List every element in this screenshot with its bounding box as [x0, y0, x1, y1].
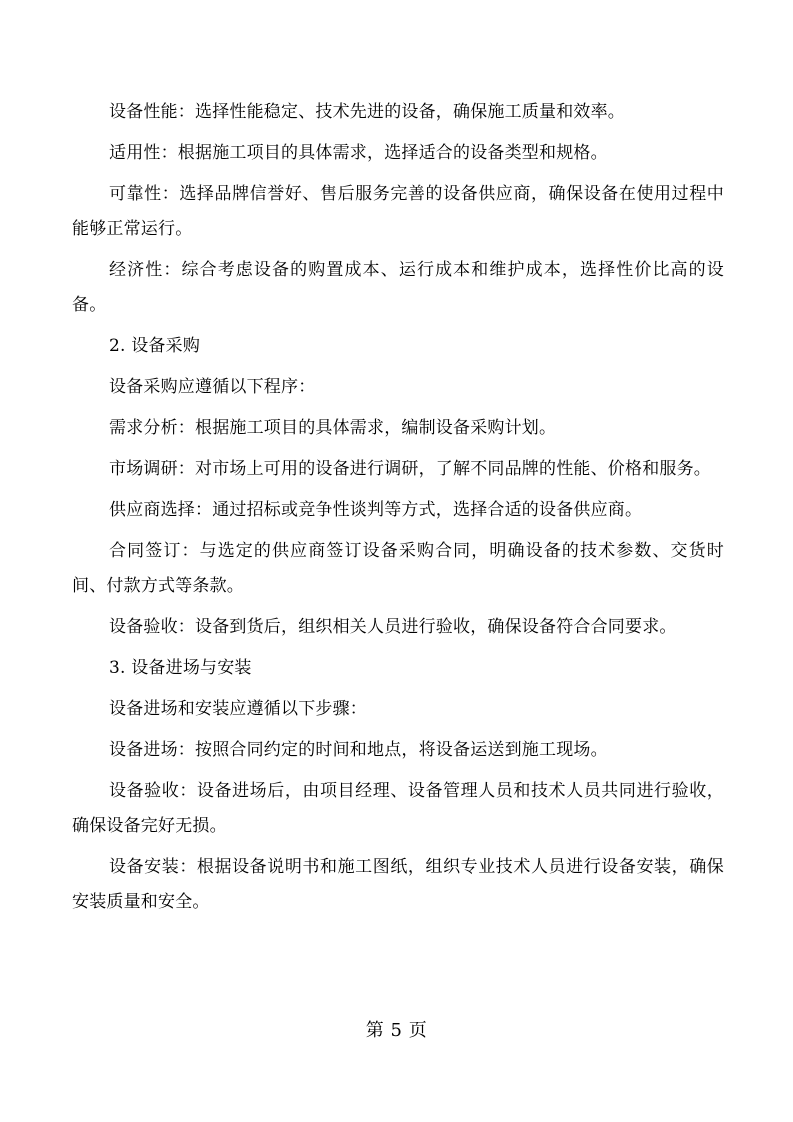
paragraph-economy: 经济性：综合考虑设备的购置成本、运行成本和维护成本，选择性价比高的设备。 — [72, 260, 724, 315]
page-number: 第 5 页 — [365, 1020, 428, 1041]
document-body — [72, 101, 724, 932]
paragraph-entry-acceptance: 设备验收：设备进场后，由项目经理、设备管理人员和技术人员共同进行验收，确保设备完好无损。 — [72, 781, 724, 836]
paragraph-acceptance: 设备验收：设备到货后，组织相关人员进行验收，确保设备符合合同要求。 — [109, 617, 677, 637]
paragraph-equipment-performance: 设备性能：选择性能稳定、技术先进的设备，确保施工质量和效率。 — [109, 102, 625, 122]
paragraph-procurement-intro: 设备采购应遵循以下程序： — [109, 377, 316, 397]
paragraph-equipment-installation: 设备安装：根据设备说明书和施工图纸，组织专业技术人员进行设备安装，确保安装质量和安全。 — [72, 857, 724, 912]
paragraph-market-research: 市场调研：对市场上可用的设备进行调研，了解不同品牌的性能、价格和服务。 — [109, 459, 711, 479]
section-heading-procurement: 2. 设备采购 — [109, 336, 201, 356]
paragraph-needs-analysis: 需求分析：根据施工项目的具体需求，编制设备采购计划。 — [109, 418, 557, 438]
paragraph-installation-intro: 设备进场和安装应遵循以下步骤： — [109, 699, 367, 719]
paragraph-supplier-selection: 供应商选择：通过招标或竞争性谈判等方式，选择合适的设备供应商。 — [109, 500, 643, 520]
paragraph-reliability: 可靠性：选择品牌信誉好、售后服务完善的设备供应商，确保设备在使用过程中能够正常运行。 — [72, 184, 724, 239]
paragraph-applicability: 适用性：根据施工项目的具体需求，选择适合的设备类型和规格。 — [109, 143, 608, 163]
section-heading-installation: 3. 设备进场与安装 — [109, 658, 252, 678]
paragraph-equipment-entry: 设备进场：按照合同约定的时间和地点，将设备运送到施工现场。 — [109, 740, 608, 760]
paragraph-contract-signing: 合同签订：与选定的供应商签订设备采购合同，明确设备的技术参数、交货时间、付款方式等条款。 — [72, 541, 724, 596]
